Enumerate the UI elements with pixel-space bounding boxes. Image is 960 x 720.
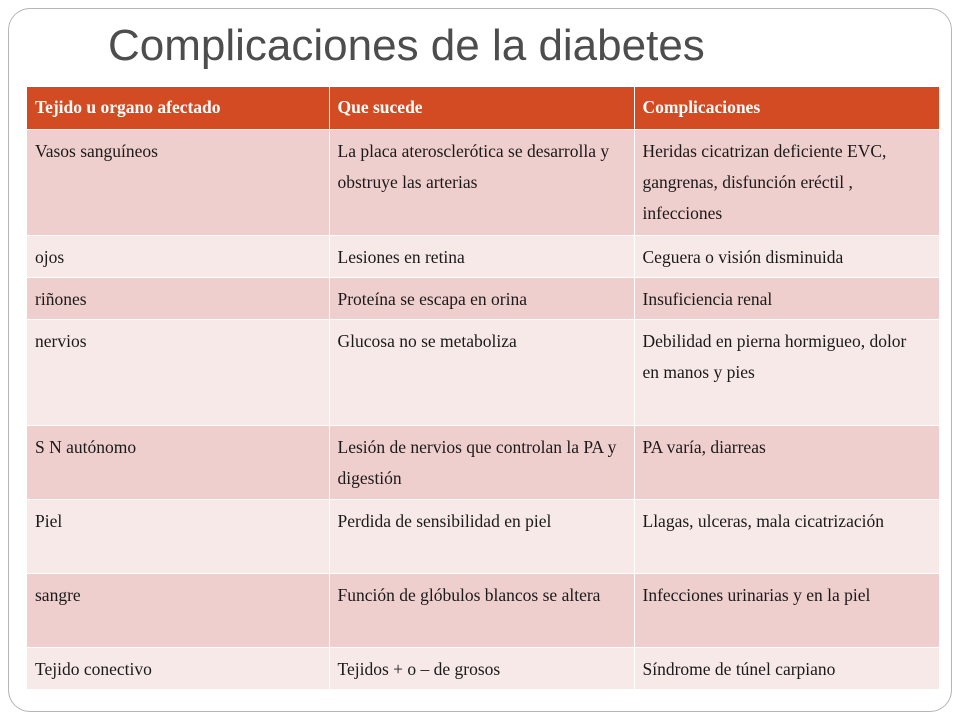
table-row	[27, 573, 939, 647]
cell-effect: Tejidos + o – de grosos	[329, 647, 634, 689]
table-row	[27, 235, 939, 277]
cell-effect: Glucosa no se metaboliza	[329, 319, 634, 425]
cell-effect: Función de glóbulos blancos se altera	[329, 573, 634, 647]
cell-complication: PA varía, diarreas	[634, 425, 939, 499]
cell-complication: Insuficiencia renal	[634, 277, 939, 319]
cell-complication: Llagas, ulceras, mala cicatrización	[634, 499, 939, 573]
cell-complication: Síndrome de túnel carpiano	[634, 647, 939, 689]
header-complicaciones: Complicaciones	[634, 87, 939, 129]
cell-complication: Heridas cicatrizan deficiente EVC, gangrenas, disfunción eréctil , infecciones	[634, 129, 939, 235]
table-row	[27, 129, 939, 235]
cell-organ: ojos	[27, 235, 329, 277]
table-row	[27, 647, 939, 689]
header-tejido: Tejido u organo afectado	[27, 87, 329, 129]
header-que-sucede: Que sucede	[329, 87, 634, 129]
table-header-row	[27, 87, 939, 129]
cell-organ: riñones	[27, 277, 329, 319]
table-row	[27, 319, 939, 425]
cell-effect: La placa aterosclerótica se desarrolla y obstruye las arterias	[329, 129, 634, 235]
cell-effect: Proteína se escapa en orina	[329, 277, 634, 319]
cell-organ: Vasos sanguíneos	[27, 129, 329, 235]
cell-effect: Perdida de sensibilidad en piel	[329, 499, 634, 573]
complications-table	[27, 87, 939, 689]
cell-complication: Debilidad en pierna hormigueo, dolor en manos y pies	[634, 319, 939, 425]
slide-title: Complicaciones de la diabetes	[108, 21, 705, 70]
table-row	[27, 499, 939, 573]
cell-organ: nervios	[27, 319, 329, 425]
cell-organ: Piel	[27, 499, 329, 573]
cell-organ: S N autónomo	[27, 425, 329, 499]
table-row	[27, 425, 939, 499]
cell-organ: sangre	[27, 573, 329, 647]
cell-effect: Lesiones en retina	[329, 235, 634, 277]
cell-organ: Tejido conectivo	[27, 647, 329, 689]
cell-effect: Lesión de nervios que controlan la PA y digestión	[329, 425, 634, 499]
table-row	[27, 277, 939, 319]
cell-complication: Infecciones urinarias y en la piel	[634, 573, 939, 647]
cell-complication: Ceguera o visión disminuida	[634, 235, 939, 277]
